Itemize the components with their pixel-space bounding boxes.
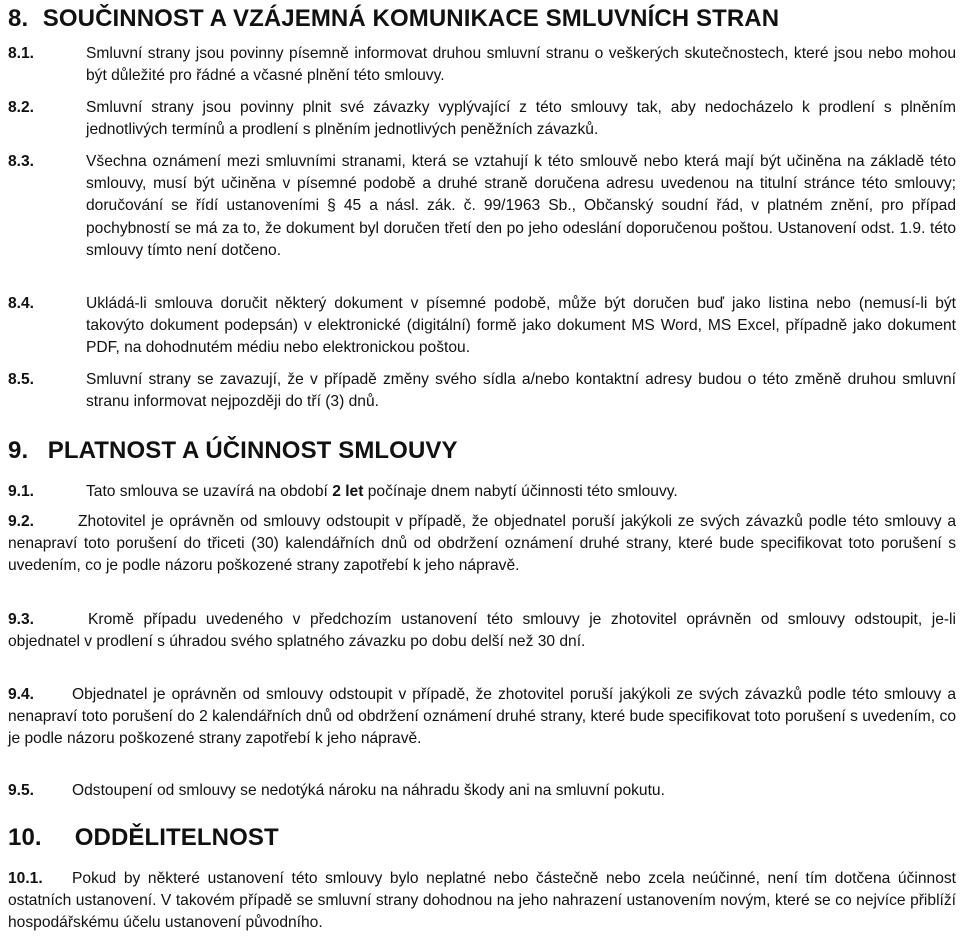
clause-8-1 bbox=[8, 43, 956, 87]
clause-number: 8.1. bbox=[8, 45, 35, 62]
clause-text-end: počínaje dnem nabytí účinnosti této smlouvy. bbox=[363, 483, 678, 500]
clause-body: Objednatel je oprávněn od smlouvy odstoupit v případě, že zhotovitel poruší jakýkoli ze svých závazků podle této smlouvy a nenapraví toto porušení do 2 kalendářních dnů od obdržení oznámení druhé strany, které bude specifikovat toto porušení s uvedením, co je podle názoru poškozené strany zapotřebí k jeho nápravě. bbox=[8, 686, 956, 748]
clause-number: 8.2. bbox=[8, 99, 35, 116]
clause-number: 10.1. bbox=[8, 870, 43, 887]
clause-number: 9.5. bbox=[8, 782, 35, 799]
clause-number: 8.4. bbox=[8, 295, 35, 312]
clause-9-3 bbox=[8, 609, 956, 653]
clause-text: Smluvní strany jsou povinny písemně informovat druhou smluvní stranu o veškerých skutečnostech, které jsou nebo mohou být důležité pro řádné a včasné plnění této smlouvy. bbox=[86, 45, 956, 85]
clause-text-start: Tato smlouva se uzavírá na období bbox=[86, 483, 333, 500]
section-heading-10 bbox=[8, 823, 956, 853]
clause-text bbox=[8, 868, 956, 935]
clause-9-1 bbox=[8, 481, 956, 503]
clause-8-5 bbox=[8, 369, 956, 413]
clause-9-4 bbox=[8, 684, 956, 751]
clause-text: Smluvní strany jsou povinny plnit své závazky vyplývající z této smlouvy tak, aby nedocházelo k prodlení s plněním jednotlivých termínů a prodlení s plněním jednotlivých peněžních závazků. bbox=[86, 99, 956, 139]
clause-8-4 bbox=[8, 293, 956, 360]
section-number: 9. bbox=[8, 437, 29, 464]
clause-text bbox=[8, 511, 956, 578]
section-heading-8 bbox=[8, 4, 956, 34]
clause-9-5 bbox=[8, 780, 956, 802]
clause-number: 8.5. bbox=[8, 371, 35, 388]
clause-number: 9.2. bbox=[8, 513, 35, 530]
clause-8-2 bbox=[8, 97, 956, 141]
clause-text bbox=[8, 609, 956, 653]
clause-text-bold: 2 let bbox=[332, 483, 364, 500]
clause-body: Kromě případu uvedeného v předchozím ustanovení této smlouvy je zhotovitel oprávněn od smlouvy odstoupit, je-li objednatel v prodlení s úhradou svého splatného závazku po dobu delší než 30 dní. bbox=[8, 611, 956, 651]
clause-number: 9.4. bbox=[8, 686, 35, 703]
clause-text bbox=[86, 481, 956, 503]
clause-text: Smluvní strany se zavazují, že v případě změny svého sídla a/nebo kontaktní adresy budou o této změně druhou smluvní stranu informovat nejpozději do tří (3) dnů. bbox=[86, 371, 956, 411]
section-title: SOUČINNOST A VZÁJEMNÁ KOMUNIKACE SMLUVNÍCH STRAN bbox=[42, 5, 780, 32]
section-heading-9 bbox=[8, 436, 956, 466]
section-title: PLATNOST A ÚČINNOST SMLOUVY bbox=[47, 437, 458, 464]
clause-8-3 bbox=[8, 151, 956, 262]
clause-text: Ukládá-li smlouva doručit některý dokument v písemné podobě, může být doručen buď jako listina nebo (nemusí-li být takovýto dokument podepsán) v elektronické (digitální) formě jako dokument MS Word, MS Excel, případně jako dokument PDF, na dohodnutém médiu nebo elektronickou poštou. bbox=[86, 295, 956, 357]
clause-body: Zhotovitel je oprávněn od smlouvy odstoupit v případě, že objednatel poruší jakýkoli ze svých závazků podle této smlouvy a nenapraví toto porušení do třiceti (30) kalendářních dnů od obdržení oznámení druhé strany, které bude specifikovat toto porušení s uvedením, co je podle názoru poškozené strany zapotřebí k jeho nápravě. bbox=[8, 513, 956, 575]
clause-text: Všechna oznámení mezi smluvními stranami, která se vztahují k této smlouvě nebo která mají být učiněna na základě této smlouvy, musí být učiněna v písemné podobě a druhé straně doručena adresu uvedenou na titulní stránce této smlouvy; doručování se řídí ustanoveními § 45 a násl. zák. č. 99/1963 Sb., Občanský soudní řád, v platném znění, pro případ pochybností se má za to, že dokument byl doručen třetí den po jeho odeslání doporučenou poštou. Ustanovení odst. 1.9. této smlouvy tímto není dotčeno. bbox=[86, 153, 956, 259]
section-number: 10. bbox=[8, 824, 42, 851]
clause-10-1 bbox=[8, 868, 956, 935]
clause-number: 9.3. bbox=[8, 611, 35, 628]
section-title: ODDĚLITELNOST bbox=[74, 824, 279, 851]
section-number: 8. bbox=[8, 5, 29, 32]
clause-number: 8.3. bbox=[8, 153, 35, 170]
clause-text: Odstoupení od smlouvy se nedotýká nároku na náhradu škody ani na smluvní pokutu. bbox=[72, 782, 665, 799]
clause-text bbox=[8, 684, 956, 751]
clause-9-2 bbox=[8, 511, 956, 578]
clause-body: Pokud by některé ustanovení této smlouvy bylo neplatné nebo částečně nebo zcela neúčinné, není tím dotčena účinnost ostatních ustanovení. V takovém případě se smluvní strany dohodnou na jeho nahrazení ustanovením novým, které se co nejvíce přiblíží hospodářskému účelu ustanovení původního. bbox=[8, 870, 956, 932]
clause-number: 9.1. bbox=[8, 483, 35, 500]
